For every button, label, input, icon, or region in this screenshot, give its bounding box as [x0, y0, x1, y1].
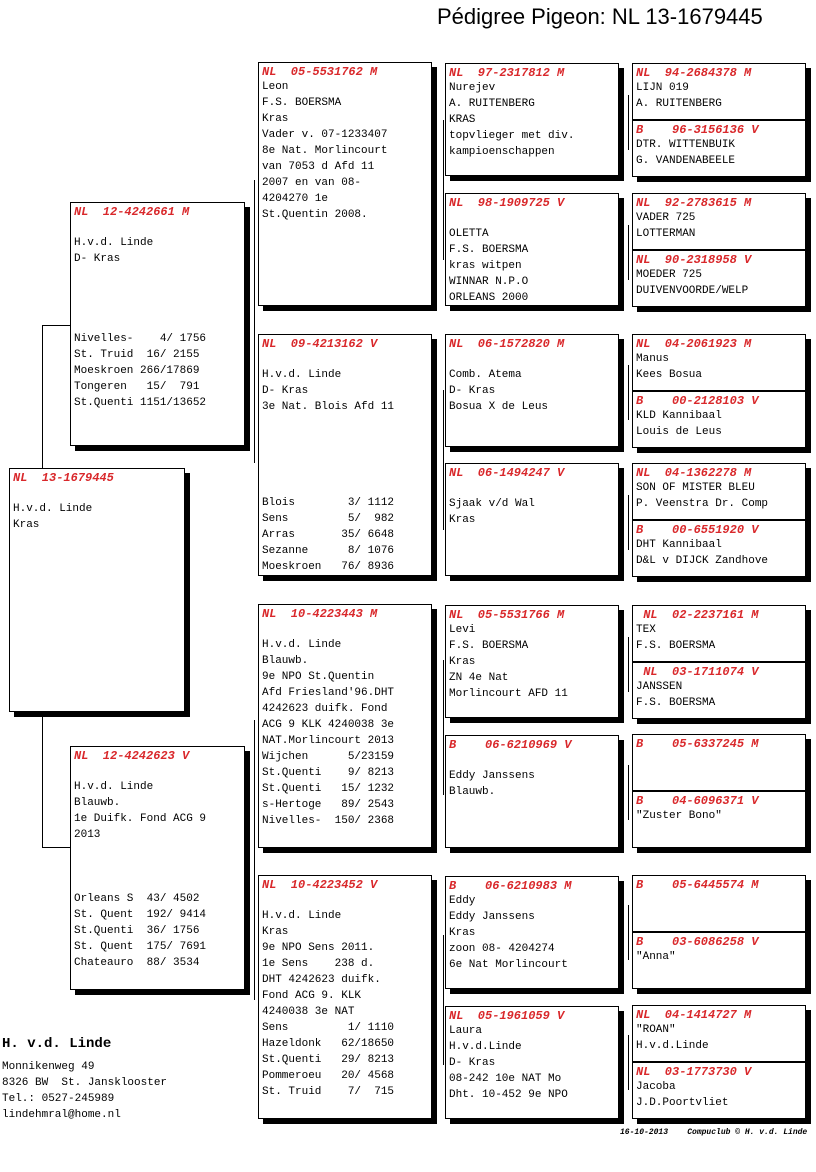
pigeon-info-line [633, 892, 805, 908]
ring-number: B 06-6210983 M [449, 879, 572, 893]
owner-phone: Tel.: 0527-245989 [2, 1093, 115, 1105]
pigeon-info-line: Kras [449, 927, 476, 939]
pigeon-info-line: NAT.Morlincourt 2013 [262, 735, 395, 747]
pigeon-info-line [633, 908, 805, 924]
pigeon-info-line: D&L v DIJCK Zandhove [636, 555, 769, 567]
pigeon-info-line: Blauwb. [262, 655, 309, 667]
pigeon-info-line [259, 479, 431, 495]
pigeon-info-line: D- Kras [262, 385, 309, 397]
pigeon-card[interactable] [632, 520, 806, 577]
pigeon-card[interactable] [445, 63, 619, 176]
pigeon-card[interactable] [632, 463, 806, 520]
pigeon-info-line: JANSSEN [636, 681, 683, 693]
pigeon-info-line: F.S. BOERSMA [636, 640, 716, 652]
pigeon-info-line: Hazeldonk 62/18650 [262, 1038, 395, 1050]
pigeon-card[interactable] [445, 876, 619, 989]
pigeon-info-line: A. RUITENBERG [636, 98, 722, 110]
ring-number: NL 12-4242661 M [74, 205, 190, 219]
pigeon-info-line: Eddy Janssens [449, 770, 535, 782]
pigeon-card[interactable] [632, 63, 806, 120]
pigeon-info-line: DUIVENVOORDE/WELP [636, 285, 749, 297]
pigeon-info-line: Dht. 10-452 9e NPO [449, 1089, 568, 1101]
pigeon-card[interactable] [445, 605, 619, 718]
pigeon-info-line: F.S. BOERSMA [449, 244, 529, 256]
pigeon-info-line: Orleans S 43/ 4502 [74, 893, 200, 905]
pigeon-info-line [446, 480, 618, 496]
ring-number: NL 10-4223452 V [262, 878, 378, 892]
pigeon-info-line: 1e Duifk. Fond ACG 9 [74, 813, 207, 825]
ring-number: B 96-3156136 V [636, 123, 759, 137]
pigeon-info-line: Leon [262, 81, 289, 93]
connector-line [628, 365, 629, 420]
ring-number: B 05-6445574 M [636, 878, 759, 892]
credit-line: 16-10-2013 Compuclub © H. v.d. Linde [620, 1128, 808, 1137]
connector-line [254, 720, 255, 1000]
pigeon-info-line: DTR. WITTENBUIK [636, 139, 736, 151]
pigeon-info-line: Kras [449, 656, 476, 668]
pigeon-info-line: Fond ACG 9. KLK [262, 990, 362, 1002]
pigeon-info-line: Kras [262, 113, 289, 125]
pigeon-info-line: St.Quentin 2008. [262, 209, 368, 221]
pigeon-info-line: St.Quenti 15/ 1232 [262, 783, 395, 795]
pigeon-info-line [71, 299, 244, 315]
connector-line [628, 765, 629, 820]
pigeon-info-line: D- Kras [449, 385, 496, 397]
connector-line [42, 712, 43, 847]
pigeon-info-line [71, 859, 244, 875]
pigeon-info-line [71, 219, 244, 235]
pigeon-card[interactable] [70, 202, 245, 446]
pigeon-info-line: zoon 08- 4204274 [449, 943, 555, 955]
pigeon-card[interactable] [632, 250, 806, 307]
pigeon-info-line: topvlieger met div. [449, 130, 575, 142]
pigeon-info-line [259, 351, 431, 367]
pigeon-info-line: H.v.d. Linde [74, 781, 154, 793]
pigeon-info-line: D- Kras [74, 253, 121, 265]
connector-line [628, 225, 629, 280]
pigeon-info-line: Eddy [449, 895, 476, 907]
connector-line [443, 660, 444, 795]
pigeon-info-line [446, 351, 618, 367]
pigeon-info-line: Moeskroen 76/ 8936 [262, 561, 395, 573]
pigeon-info-line: DHT Kannibaal [636, 539, 722, 551]
pigeon-info-line: Sens 1/ 1110 [262, 1022, 395, 1034]
ring-number: NL 97-2317812 M [449, 66, 565, 80]
pigeon-info-line: Pommeroeu 20/ 4568 [262, 1070, 395, 1082]
pigeon-info-line: 9e NPO St.Quentin [262, 671, 375, 683]
connector-line [628, 1035, 629, 1090]
pigeon-info-line: Levi [449, 624, 476, 636]
pigeon-info-line [446, 752, 618, 768]
ring-number: NL 05-1961059 V [449, 1009, 565, 1023]
pigeon-info-line: D- Kras [449, 1057, 496, 1069]
pigeon-info-line: Kees Bosua [636, 369, 703, 381]
ring-number: NL 03-1773730 V [636, 1065, 752, 1079]
pigeon-info-line: DHT 4242623 duifk. [262, 974, 381, 986]
ring-number: NL 04-2061923 M [636, 337, 752, 351]
connector-line [42, 325, 70, 326]
pigeon-card[interactable] [632, 734, 806, 791]
ring-number: B 05-6337245 M [636, 737, 759, 751]
pigeon-info-line: ORLEANS 2000 [449, 292, 529, 304]
pigeon-info-line [633, 751, 805, 767]
pigeon-info-line: KRAS [449, 114, 476, 126]
pigeon-info-line: A. RUITENBERG [449, 98, 535, 110]
connector-line [443, 935, 444, 1065]
pigeon-info-line: St.Quenti 1151/13652 [74, 397, 207, 409]
pigeon-info-line: Wijchen 5/23159 [262, 751, 395, 763]
pigeon-info-line [71, 763, 244, 779]
pigeon-card[interactable] [632, 193, 806, 250]
ring-number: B 03-6086258 V [636, 935, 759, 949]
pigeon-info-line: 9e NPO Sens 2011. [262, 942, 375, 954]
pigeon-info-line: "ROAN" [636, 1024, 676, 1036]
pigeon-card[interactable] [632, 932, 806, 989]
pigeon-info-line: Chateauro 88/ 3534 [74, 957, 200, 969]
pigeon-info-line [71, 843, 244, 859]
pigeon-info-line: kras witpen [449, 260, 522, 272]
pigeon-info-line [259, 431, 431, 447]
pigeon-card[interactable] [632, 1062, 806, 1119]
ring-number: NL 10-4223443 M [262, 607, 378, 621]
pigeon-info-line: St. Truid 16/ 2155 [74, 349, 200, 361]
connector-line [628, 495, 629, 550]
pigeon-info-line: kampioenschappen [449, 146, 555, 158]
pigeon-info-line: van 7053 d Afd 11 [262, 161, 375, 173]
pigeon-card[interactable] [258, 604, 432, 848]
connector-line [254, 180, 255, 463]
pigeon-card[interactable] [258, 875, 432, 1119]
ring-number: NL 09-4213162 V [262, 337, 378, 351]
pigeon-info-line: Kras [262, 926, 289, 938]
pigeon-info-line: J.D.Poortvliet [636, 1097, 729, 1109]
pigeon-card[interactable] [9, 468, 185, 712]
pigeon-info-line: St. Truid 7/ 715 [262, 1086, 395, 1098]
connector-line [628, 637, 629, 692]
connector-line [42, 325, 43, 468]
pigeon-card[interactable] [632, 1005, 806, 1062]
pigeon-card[interactable] [445, 735, 619, 848]
owner-city: 8326 BW St. Jansklooster [2, 1077, 168, 1089]
pigeon-info-line: St. Quent 175/ 7691 [74, 941, 207, 953]
pigeon-card[interactable] [632, 391, 806, 448]
pigeon-info-line: ZN 4e Nat [449, 672, 509, 684]
pigeon-info-line: Bosua X de Leus [449, 401, 549, 413]
owner-street: Monnikenweg 49 [2, 1061, 95, 1073]
ring-number: NL 12-4242623 V [74, 749, 190, 763]
pigeon-info-line: H.v.d. Linde [74, 237, 154, 249]
pigeon-info-line: Blois 3/ 1112 [262, 497, 395, 509]
pigeon-info-line: St. Quent 192/ 9414 [74, 909, 207, 921]
pigeon-card[interactable] [445, 193, 619, 306]
pigeon-card[interactable] [632, 120, 806, 177]
pigeon-info-line: WINNAR N.P.O [449, 276, 529, 288]
pigeon-card[interactable] [632, 875, 806, 932]
pigeon-info-line: Kras [449, 514, 476, 526]
pigeon-card[interactable] [632, 334, 806, 391]
pigeon-info-line: 2007 en van 08- [262, 177, 362, 189]
pigeon-info-line: H.v.d.Linde [636, 1040, 709, 1052]
pigeon-info-line: Blauwb. [449, 786, 496, 798]
pigeon-info-line [71, 875, 244, 891]
pigeon-info-line: Kras [13, 519, 40, 531]
pigeon-info-line: Sjaak v/d Wal [449, 498, 535, 510]
owner-email[interactable]: lindehmral@home.nl [2, 1109, 121, 1121]
pigeon-info-line: Nivelles- 150/ 2368 [262, 815, 395, 827]
pigeon-info-line: Laura [449, 1025, 483, 1037]
ring-number: NL 05-5531766 M [449, 608, 565, 622]
ring-number: NL 05-5531762 M [262, 65, 378, 79]
pigeon-card[interactable] [445, 334, 619, 447]
pigeon-info-line: 4242623 duifk. Fond [262, 703, 388, 715]
pigeon-info-line: H.v.d. Linde [262, 910, 342, 922]
pigeon-info-line: 1e Sens 238 d. [262, 958, 375, 970]
pigeon-card[interactable] [258, 334, 432, 576]
pigeon-info-line: TEX [636, 624, 656, 636]
ring-number: B 06-6210969 V [449, 738, 572, 752]
pigeon-card[interactable] [632, 605, 806, 662]
pigeon-info-line: P. Veenstra Dr. Comp [636, 498, 769, 510]
pigeon-info-line: Morlincourt AFD 11 [449, 688, 568, 700]
pigeon-info-line: 4240038 3e NAT [262, 1006, 355, 1018]
pigeon-info-line [71, 267, 244, 283]
ring-number: NL 92-2783615 M [636, 196, 752, 210]
pigeon-info-line: Afd Friesland'96.DHT [262, 687, 395, 699]
ring-number: NL 04-1414727 M [636, 1008, 752, 1022]
pigeon-info-line: 2013 [74, 829, 101, 841]
ring-number: B 04-6096371 V [636, 794, 759, 808]
pigeon-info-line: Blauwb. [74, 797, 121, 809]
owner-name: H. v.d. Linde [2, 1036, 112, 1052]
pigeon-info-line [10, 485, 184, 501]
pigeon-info-line [259, 447, 431, 463]
pigeon-info-line: LIJN 019 [636, 82, 689, 94]
pigeon-info-line: SON OF MISTER BLEU [636, 482, 755, 494]
pigeon-info-line: Nurejev [449, 82, 496, 94]
pigeon-info-line: Vader v. 07-1233407 [262, 129, 388, 141]
connector-line [628, 905, 629, 960]
pigeon-info-line: KLD Kannibaal [636, 410, 722, 422]
ring-number: NL 06-1572820 M [449, 337, 565, 351]
ring-number: NL 90-2318958 V [636, 253, 752, 267]
pigeon-info-line: Sezanne 8/ 1076 [262, 545, 395, 557]
ring-number: NL 04-1362278 M [636, 466, 752, 480]
connector-line [443, 120, 444, 260]
pigeon-info-line: "Anna" [636, 951, 676, 963]
pigeon-info-line: Moeskroen 266/17869 [74, 365, 200, 377]
pigeon-card[interactable] [632, 662, 806, 719]
pigeon-info-line [259, 463, 431, 479]
ring-number: NL 13-1679445 [13, 471, 114, 485]
page-title: Pédigree Pigeon: NL 13-1679445 [437, 4, 763, 29]
pigeon-info-line: OLETTA [449, 228, 489, 240]
pigeon-info-line: G. VANDENABEELE [636, 155, 736, 167]
pigeon-info-line: Arras 35/ 6648 [262, 529, 395, 541]
pigeon-info-line: MOEDER 725 [636, 269, 703, 281]
pigeon-info-line: 3e Nat. Blois Afd 11 [262, 401, 395, 413]
pigeon-info-line [446, 210, 618, 226]
ring-number: B 00-6551920 V [636, 523, 759, 537]
pigeon-info-line [259, 892, 431, 908]
pigeon-card[interactable] [258, 62, 432, 306]
ring-number: NL 03-1711074 V [636, 665, 759, 679]
pigeon-info-line: F.S. BOERSMA [636, 697, 716, 709]
pigeon-info-line: H.v.d. Linde [262, 369, 342, 381]
pigeon-info-line: St.Quenti 9/ 8213 [262, 767, 395, 779]
ring-number: NL 94-2684378 M [636, 66, 752, 80]
pigeon-card[interactable] [445, 1006, 619, 1119]
pigeon-info-line: St.Quenti 36/ 1756 [74, 925, 200, 937]
pigeon-info-line [71, 283, 244, 299]
pigeon-info-line: 6e Nat Morlincourt [449, 959, 568, 971]
pigeon-info-line: Sens 5/ 982 [262, 513, 395, 525]
connector-line [42, 847, 70, 848]
pigeon-info-line: 4204270 1e [262, 193, 329, 205]
pigeon-card[interactable] [632, 791, 806, 848]
ring-number: NL 98-1909725 V [449, 196, 565, 210]
pigeon-info-line: "Zuster Bono" [636, 810, 722, 822]
pigeon-info-line [259, 415, 431, 431]
pigeon-info-line [259, 621, 431, 637]
ring-number: NL 02-2237161 M [636, 608, 759, 622]
pigeon-info-line: s-Hertoge 89/ 2543 [262, 799, 395, 811]
pigeon-info-line: H.v.d. Linde [262, 639, 342, 651]
pigeon-info-line: Comb. Atema [449, 369, 522, 381]
ring-number: B 00-2128103 V [636, 394, 759, 408]
pigeon-info-line: Manus [636, 353, 670, 365]
connector-line [628, 95, 629, 150]
pigeon-info-line: St.Quenti 29/ 8213 [262, 1054, 395, 1066]
ring-number: NL 06-1494247 V [449, 466, 565, 480]
pigeon-info-line [71, 315, 244, 331]
pigeon-info-line: F.S. BOERSMA [449, 640, 529, 652]
pigeon-info-line [633, 767, 805, 783]
pigeon-info-line: Jacoba [636, 1081, 676, 1093]
pigeon-info-line: H.v.d.Linde [449, 1041, 522, 1053]
pigeon-info-line: H.v.d. Linde [13, 503, 93, 515]
pigeon-info-line: LOTTERMAN [636, 228, 696, 240]
pigeon-info-line: Eddy Janssens [449, 911, 535, 923]
pigeon-info-line: 08-242 10e NAT Mo [449, 1073, 562, 1085]
connector-line [443, 390, 444, 530]
pigeon-info-line: 8e Nat. Morlincourt [262, 145, 388, 157]
pigeon-info-line: VADER 725 [636, 212, 696, 224]
pigeon-info-line: Nivelles- 4/ 1756 [74, 333, 207, 345]
pigeon-info-line: F.S. BOERSMA [262, 97, 342, 109]
pigeon-info-line: Tongeren 15/ 791 [74, 381, 200, 393]
pigeon-card[interactable] [445, 463, 619, 576]
pigeon-card[interactable] [70, 746, 245, 990]
pigeon-info-line: Louis de Leus [636, 426, 722, 438]
pigeon-info-line: ACG 9 KLK 4240038 3e [262, 719, 395, 731]
